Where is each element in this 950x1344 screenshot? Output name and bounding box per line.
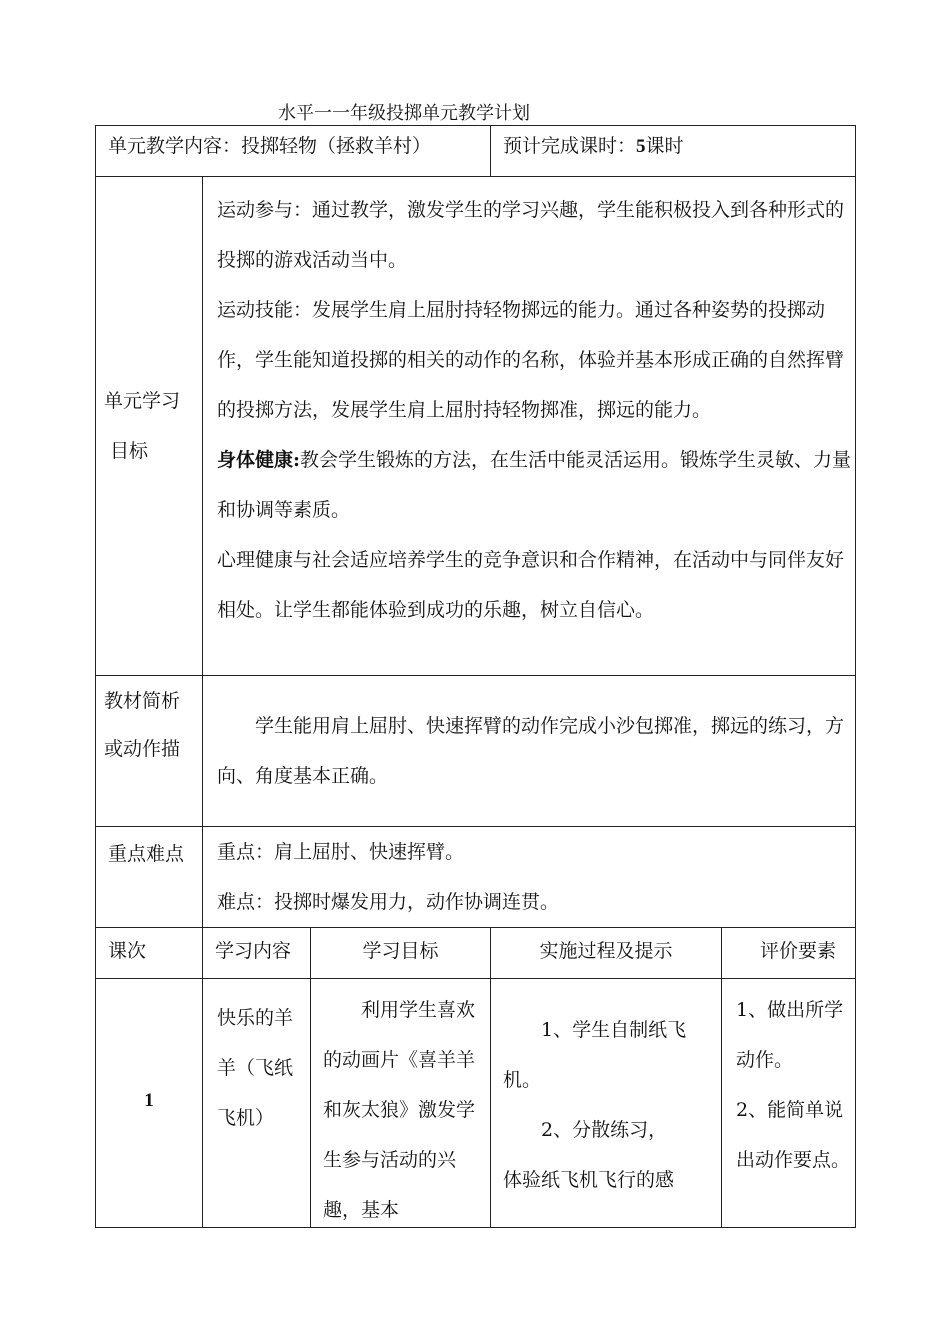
objective-health-text: 教会学生锻炼的方法，在生活中能灵活运用。锻炼学生灵敏、力量和协调等素质。 (217, 449, 852, 521)
material-row (96, 676, 856, 827)
process-step-2: 2、分散练习， (541, 1119, 668, 1141)
plan-table (95, 125, 856, 1228)
column-header: 课次 (96, 928, 203, 979)
objectives-text-cell (203, 177, 856, 676)
objective-social: 心理健康与社会适应培养学生的竞争意识和合作精神，在活动中与同伴友好相处。让学生都能体验到成功的乐趣，树立自信心。 (217, 549, 845, 621)
content-cell (96, 126, 491, 177)
objective-health (217, 435, 851, 535)
lesson-number: 1 (144, 1090, 154, 1111)
lesson-number-cell (96, 979, 203, 1228)
process-step-3: 体验纸飞机飞行的感 (503, 1169, 675, 1191)
keypoints-text-cell (203, 827, 856, 928)
objectives-label-line2: 目标 (110, 440, 149, 462)
hours-value: 5 (636, 136, 646, 157)
material-text: 学生能用肩上屈肘、快速挥臂的动作完成小沙包掷准，掷远的练习，方向、角度基本正确。 (217, 715, 845, 787)
lesson-goal-cell (311, 979, 491, 1228)
header-row (96, 126, 856, 177)
lesson-goal: 利用学生喜欢的动画片《喜羊羊和灰太狼》激发学生参与活动的兴趣，基本 (323, 999, 476, 1221)
column-header: 学习目标 (311, 928, 491, 979)
column-header: 学习内容 (203, 928, 311, 979)
lesson-content: 快乐的羊羊（飞纸飞机） (217, 1007, 294, 1129)
difficulty-point: 难点：投掷时爆发用力，动作协调连贯。 (217, 891, 560, 913)
column-header: 评价要素 (722, 928, 856, 979)
unit-content-label: 单元教学内容：投掷轻物（拯救羊村） (108, 135, 432, 157)
process-step-1: 1、学生自制纸飞机。 (503, 1019, 687, 1091)
key-point: 重点：肩上屈肘、快速挥臂。 (217, 841, 465, 863)
material-text-cell (203, 676, 856, 827)
hours-unit: 课时 (645, 135, 684, 157)
evaluation-1: 1、做出所学动作。 (736, 999, 844, 1071)
objectives-row (96, 177, 856, 676)
lesson-evaluation-cell (722, 979, 856, 1228)
objective-participation: 运动参与：通过教学，激发学生的学习兴趣，学生能积极投入到各种形式的投掷的游戏活动当中。 (217, 199, 845, 271)
objectives-label-line1: 单元学习 (104, 390, 181, 412)
keypoints-row (96, 827, 856, 928)
material-label-cell (96, 676, 203, 827)
hours-label: 预计完成课时： (503, 135, 637, 157)
evaluation-2: 2、能简单说出动作要点。 (736, 1099, 851, 1171)
lesson-content-cell (203, 979, 311, 1228)
lesson-process-cell (491, 979, 722, 1228)
keypoints-label-cell (96, 827, 203, 928)
objectives-label-cell (96, 177, 203, 676)
material-label-line2: 或动作描 (104, 738, 181, 760)
keypoints-label: 重点难点 (108, 843, 185, 865)
column-header-row (96, 928, 856, 979)
column-header: 实施过程及提示 (491, 928, 722, 979)
objective-health-label: 身体健康: (217, 449, 301, 471)
lesson-row (96, 979, 856, 1228)
document-title: 水平一一年级投掷单元教学计划 (278, 103, 530, 124)
objective-skills: 运动技能：发展学生肩上屈肘持轻物掷远的能力。通过各种姿势的投掷动作，学生能知道投掷的相关的动作的名称，体验并基本形成正确的自然挥臂的投掷方法，发展学生肩上屈肘持轻物掷准，掷远的能力。 (217, 299, 845, 421)
hours-cell (491, 126, 856, 177)
material-label-line1: 教材简析 (104, 690, 181, 712)
